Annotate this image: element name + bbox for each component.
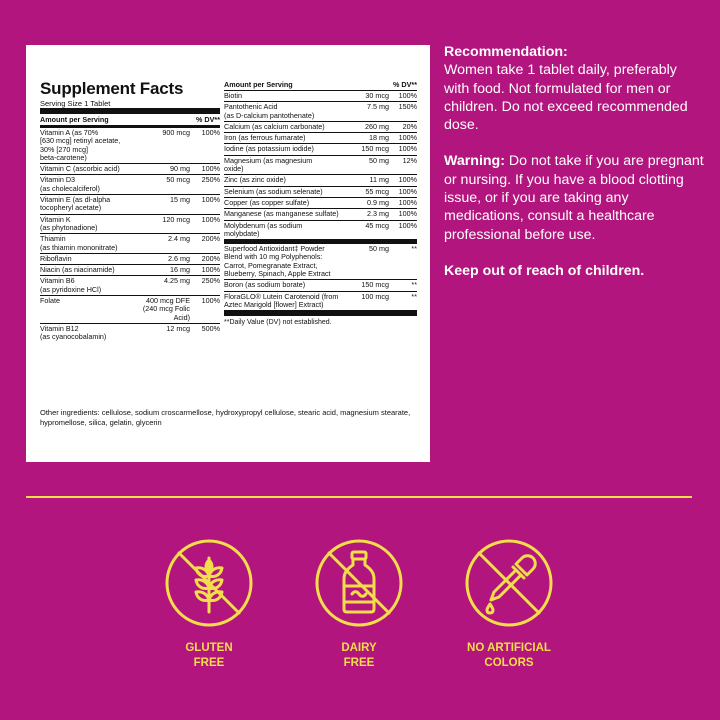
nutrient-amount: 50 mg [369,155,389,165]
nutrient-name: Zinc (as zinc oxide) [224,175,286,185]
nutrient-amount: 2.4 mg [168,234,190,244]
nutrient-name: Copper (as copper sulfate) [224,197,310,207]
nutrient-name: Vitamin A (as 70% [630 mcg] retinyl acetate, 30% [270 mcg] beta-carotene) [40,128,121,162]
nutrient-row [40,163,220,174]
nutrient-dv: 100% [398,197,417,207]
nutrient-name: Pantothenic Acid (as D-calcium pantothenate) [224,102,315,120]
nutrient-dv: 100% [398,175,417,185]
nutrient-amount: 18 mg [369,133,389,143]
nutrient-dv: ** [411,244,417,254]
keep-out-block [444,262,706,280]
nutrient-row [224,244,417,279]
dairy-free-badge [314,538,404,628]
nutrient-name: Vitamin D3 (as cholecalciferol) [40,175,100,193]
nutrient-dv: 200% [201,234,220,244]
nutrient-dv: 100% [201,265,220,275]
nutrient-amount: 100 mcg [361,291,389,301]
keep-out-text: Keep out of reach of children. [444,262,645,279]
wheat-icon [164,538,254,628]
no-artificial-colors-badge [464,538,554,628]
nutrient-amount: 900 mcg [162,128,190,137]
nutrient-name: Vitamin B12 (as cyanocobalamin) [40,323,107,342]
other-ingredients: Other ingredients: cellulose, sodium croscarmellose, hydroxypropyl cellulose, stearic acid, magnesium stearate, hypromellose, silica, gelatin, glycerin [40,408,411,427]
gluten-free-label: GLUTEN FREE [185,642,233,669]
nutrient-name: Biotin [224,91,242,100]
nutrient-row [224,91,417,101]
recommendation-block [444,43,706,134]
dv-header-label: % DV** [196,115,220,124]
nutrient-dv: 250% [201,175,220,185]
nutrient-amount: 2.3 mg [367,209,389,219]
nutrient-dv: 100% [201,128,220,137]
warning-text: Do not take if you are pregnant or nursing. If you have a blood clotting issue, or if you are taking any medications, consult a healthcare professional before use. [444,153,704,243]
nutrient-row [224,143,417,154]
nutrient-row [224,208,417,219]
nutrient-name: Manganese (as manganese sulfate) [224,209,339,219]
nutrient-row [40,194,220,214]
left-nutrient-rows [40,128,220,343]
nutrient-amount: 11 mg [369,175,389,185]
nutrient-dv: 100% [398,144,417,154]
nutrient-dv: 100% [201,195,220,205]
nutrient-name: Iodine (as potassium iodide) [224,144,314,154]
dairy-free-label: DAIRY FREE [341,642,377,669]
serving-size: Serving Size 1 Tablet [40,99,111,108]
recommendation-heading: Recommendation: [444,44,568,60]
nutrient-name: Selenium (as sodium selenate) [224,186,323,196]
no-artificial-colors-label: NO ARTIFICIAL COLORS [467,642,551,669]
nutrient-amount: 50 mcg [166,175,190,185]
nutrient-dv: 100% [201,296,220,306]
facts-right-column [224,79,417,327]
right-blend-rows [224,244,417,310]
nutrient-name: Molybdenum (as sodium molybdate) [224,220,303,238]
facts-left-column [40,79,220,343]
nutrient-amount: 55 mcg [365,186,389,196]
nutrient-row [40,323,220,343]
nutrient-amount: 4.25 mg [164,276,190,286]
nutrient-name: Folate [40,296,60,306]
amount-header-label: Amount per Serving [40,115,109,124]
nutrient-row [40,253,220,264]
nutrient-name: Vitamin E (as dl-alpha tocopheryl acetate) [40,195,111,213]
nutrient-row [40,214,220,234]
nutrient-amount: 7.5 mg [367,102,389,112]
nutrient-dv: 12% [402,155,417,165]
nutrient-amount: 2.6 mg [168,253,190,263]
nutrient-amount: 0.9 mg [367,197,389,207]
nutrient-name: Riboflavin [40,253,72,263]
nutrient-dv: 150% [398,102,417,112]
nutrient-row [224,220,417,240]
nutrient-row [40,275,220,295]
nutrient-row [224,121,417,132]
nutrient-amount: 150 mcg [361,144,389,154]
milk-bottle-icon [314,538,404,628]
dropper-icon [464,538,554,628]
nutrient-row [224,279,417,290]
yellow-divider [26,496,692,498]
nutrient-dv: 100% [398,209,417,219]
nutrient-row [40,233,220,253]
nutrient-name: Niacin (as niacinamide) [40,265,115,275]
nutrient-amount: 30 mcg [365,91,389,100]
nutrient-name: FloraGLO® Lutein Carotenoid (from Aztec Marigold [flower] Extract) [224,291,339,309]
nutrient-dv: 100% [201,164,220,174]
nutrient-dv: 200% [201,253,220,263]
dv-footnote: **Daily Value (DV) not established. [224,319,332,327]
nutrient-row [224,155,417,175]
nutrient-dv: 100% [398,133,417,143]
nutrient-dv: 100% [398,220,417,230]
supplement-facts-panel [26,45,430,462]
amount-header-right [224,79,417,91]
nutrient-dv: 20% [402,121,417,131]
nutrient-row [40,264,220,275]
nutrient-amount: 50 mg [369,244,389,254]
nutrient-name: Vitamin K (as phytonadione) [40,214,98,232]
gluten-free-badge [164,538,254,628]
nutrient-amount: 90 mg [170,164,190,174]
nutrient-dv: 100% [398,91,417,100]
nutrient-row [224,101,417,121]
nutrient-row [40,174,220,194]
amount-header [40,114,220,125]
nutrient-name: Thiamin (as thiamin mononitrate) [40,234,118,252]
nutrient-row [40,128,220,163]
nutrient-name: Superfood Antioxidant‡ Powder Blend with 10 mg Polyphenols: Carrot, Pomegranate Extract, Blueberry, Spinach, Apple Extract [224,244,331,279]
supplement-facts [40,79,417,456]
nutrient-row [224,186,417,197]
nutrient-row [224,291,417,311]
warning-heading: Warning: [444,153,505,170]
nutrient-dv: ** [411,280,417,290]
nutrient-name: Calcium (as calcium carbonate) [224,121,325,131]
nutrient-amount: 400 mcg DFE (240 mcg Folic Acid) [142,296,190,322]
recommendation-text: Women take 1 tablet daily, preferably with food. Not formulated for men or children. Do not exceed recommended dose. [444,62,688,134]
facts-title: Supplement Facts [40,79,184,98]
nutrient-dv: 500% [201,323,220,333]
nutrient-name: Vitamin C (ascorbic acid) [40,164,120,174]
nutrient-row [40,295,220,323]
nutrient-row [224,132,417,143]
warning-block [444,152,706,243]
nutrient-amount: 120 mcg [162,214,190,224]
usage-text [444,43,706,298]
nutrient-amount: 12 mcg [166,323,190,333]
nutrient-amount: 260 mg [365,121,389,131]
nutrient-amount: 15 mg [170,195,190,205]
nutrient-dv: 100% [398,186,417,196]
nutrient-amount: 45 mcg [365,220,389,230]
nutrient-name: Vitamin B6 (as pyridoxine HCl) [40,276,102,294]
dv-header-right-label: % DV** [393,80,417,89]
nutrient-row [224,174,417,185]
right-nutrient-rows [224,91,417,239]
amount-header-right-label: Amount per Serving [224,80,293,89]
nutrient-dv: 250% [201,276,220,286]
nutrient-name: Magnesium (as magnesium oxide) [224,155,313,174]
nutrient-amount: 16 mg [170,265,190,275]
nutrient-dv: ** [411,291,417,301]
nutrient-name: Boron (as sodium borate) [224,280,306,290]
nutrient-row [224,197,417,208]
nutrient-dv: 100% [201,214,220,224]
nutrient-amount: 150 mcg [361,280,389,290]
nutrient-name: Iron (as ferrous fumarate) [224,133,306,143]
